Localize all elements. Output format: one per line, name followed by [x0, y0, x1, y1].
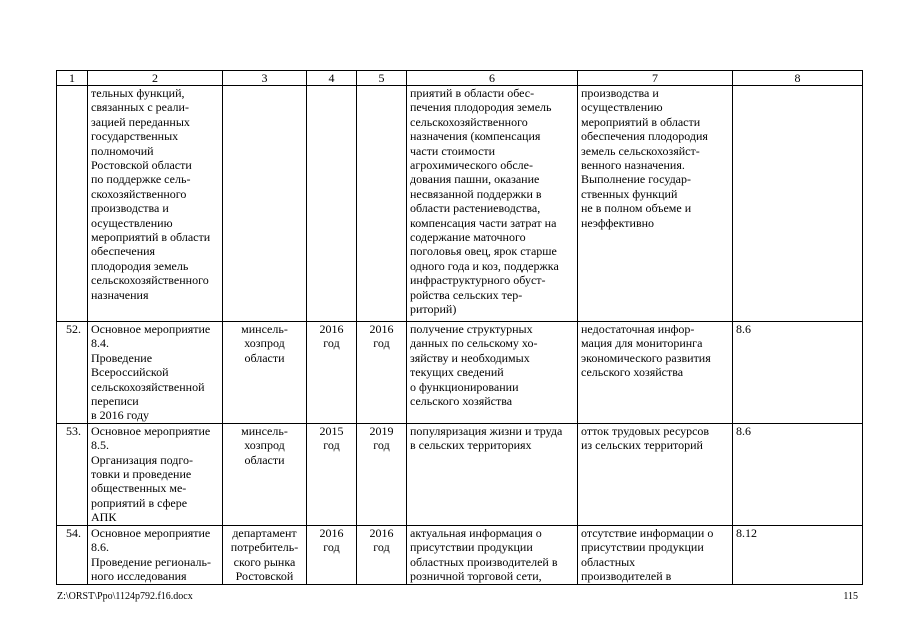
cell-expected-result: популяризация жизни и труда в сельских территориях: [407, 423, 578, 525]
cell-start-year: 2016 год: [307, 322, 357, 424]
cell-number: 53.: [57, 423, 88, 525]
cell-executor: минсель- хозпрод области: [223, 322, 307, 424]
cell-expected-result: актуальная информация о присутствии продукции областных производителей в розничной торговой сети,: [407, 525, 578, 584]
page-number: 115: [843, 591, 858, 602]
cell-number: 54.: [57, 525, 88, 584]
cell-end-year: 2016 год: [357, 525, 407, 584]
footer-filename: Z:\ORST\Ppo\1124p792.f16.docx: [57, 591, 193, 602]
cell-consequence: недостаточная инфор- мация для мониторинга экономического развития сельского хозяйства: [578, 322, 733, 424]
table-row-53: [57, 423, 863, 525]
cell-expected-result: получение структурных данных по сельскому хо- зяйству и необходимых текущих сведений о функционировании сельского хозяйства: [407, 322, 578, 424]
table-row-continued: [57, 86, 863, 322]
header-cell-4: 4: [307, 71, 357, 86]
cell-executor: минсель- хозпрод области: [223, 423, 307, 525]
table-header-row: [57, 71, 863, 86]
header-cell-6: 6: [407, 71, 578, 86]
cell-consequence: отсутствие информации о присутствии продукции областных производителей в: [578, 525, 733, 584]
cell-start-year: 2015 год: [307, 423, 357, 525]
header-cell-2: 2: [88, 71, 223, 86]
cell-indicator: [733, 86, 863, 322]
cell-end-year: 2019 год: [357, 423, 407, 525]
cell-consequence: отток трудовых ресурсов из сельских территорий: [578, 423, 733, 525]
cell-indicator: 8.12: [733, 525, 863, 584]
cell-start-year: 2016 год: [307, 525, 357, 584]
cell-expected-result: приятий в области обес- печения плодородия земель сельскохозяйственного назначения (компенсация части стоимости агрохимического обсле- дования пашни, оказание несвязанной поддержки в области растениеводства, компенсация части затрат на содержание маточного поголовья овец, ярок старше одного года и коз, поддержка инфраструктурного обуст- ройства сельских тер- риторий): [407, 86, 578, 322]
table-row-54: [57, 525, 863, 584]
cell-number: 52.: [57, 322, 88, 424]
cell-consequence: производства и осуществлению мероприятий в области обеспечения плодородия земель сельскохозяйст- венного назначения. Выполнение государ- ственных функций не в полном объеме и неэффективно: [578, 86, 733, 322]
header-cell-3: 3: [223, 71, 307, 86]
cell-measure: Основное мероприятие 8.4. Проведение Всероссийской сельскохозяйственной переписи в 2016 году: [88, 322, 223, 424]
cell-end-year: [357, 86, 407, 322]
cell-measure: тельных функций, связанных с реали- зацией переданных государственных полномочий Ростовской области по поддержке сель- скохозяйственного производства и осуществлению мероприятий в области обеспечения плодородия земель сельскохозяйственного назначения: [88, 86, 223, 322]
header-cell-5: 5: [357, 71, 407, 86]
header-cell-8: 8: [733, 71, 863, 86]
cell-executor: департамент потребитель- ского рынка Ростовской: [223, 525, 307, 584]
cell-start-year: [307, 86, 357, 322]
cell-indicator: 8.6: [733, 423, 863, 525]
cell-measure: Основное мероприятие 8.6. Проведение региональ- ного исследования: [88, 525, 223, 584]
cell-executor: [223, 86, 307, 322]
measures-table: [56, 70, 863, 585]
table-row-52: [57, 322, 863, 424]
cell-number: [57, 86, 88, 322]
header-cell-7: 7: [578, 71, 733, 86]
cell-end-year: 2016 год: [357, 322, 407, 424]
header-cell-1: 1: [57, 71, 88, 86]
cell-indicator: 8.6: [733, 322, 863, 424]
cell-measure: Основное мероприятие 8.5. Организация подго- товки и проведение общественных ме- роприятий в сфере АПК: [88, 423, 223, 525]
